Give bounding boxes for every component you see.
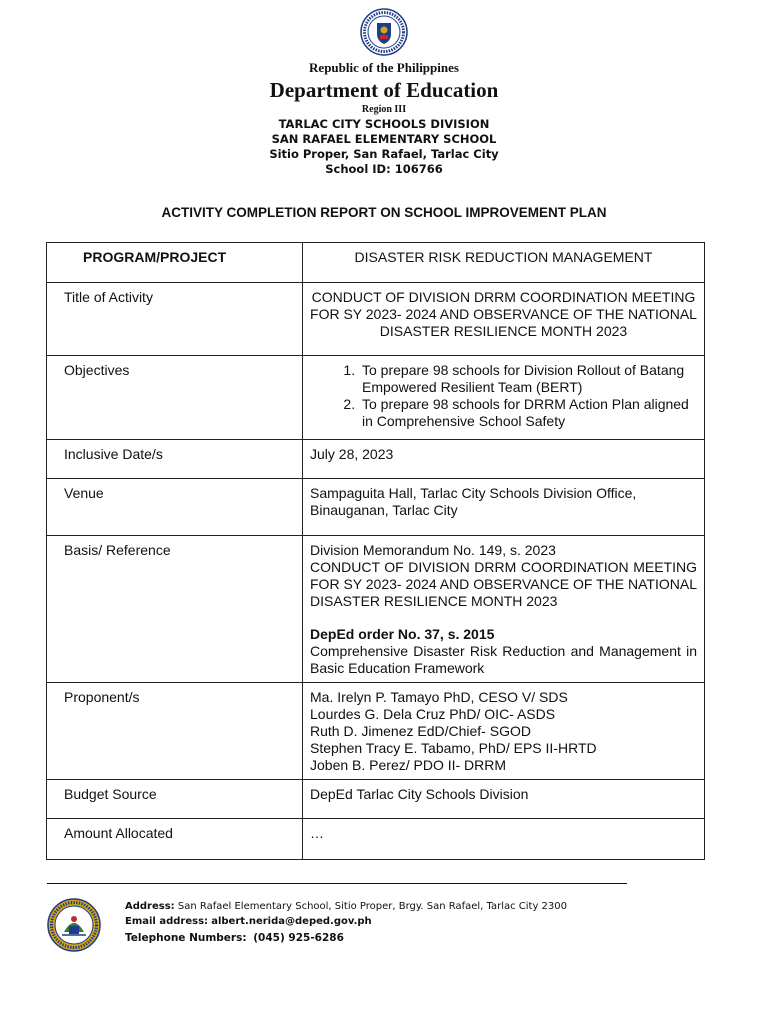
program-label: PROGRAM/PROJECT xyxy=(47,243,303,283)
republic-heading: Republic of the Philippines xyxy=(309,60,459,75)
deped-seal-logo xyxy=(360,8,408,56)
list-item: Ma. Irelyn P. Tamayo PhD, CESO V/ SDS xyxy=(310,689,568,705)
list-item: Lourdes G. Dela Cruz PhD/ OIC- ASDS xyxy=(310,706,556,722)
objectives-label: Objectives xyxy=(47,356,303,440)
table-row-proponents xyxy=(47,683,705,780)
basis-order-title: Comprehensive Disaster Risk Reduction and Management in Basic Education Framework xyxy=(310,643,697,676)
objectives-list xyxy=(310,362,697,430)
list-item: 1. To prepare 98 schools for Division Rollout of Batang Empowered Resilient Team (BERT) xyxy=(359,362,697,396)
footer-phone xyxy=(125,932,344,944)
table-row-venue xyxy=(47,479,705,536)
proponents-label: Proponent/s xyxy=(47,683,303,780)
footer-address-label: Address: xyxy=(125,901,175,912)
dates-value: July 28, 2023 xyxy=(303,440,705,479)
table-row-budget xyxy=(47,780,705,819)
proponents-value xyxy=(303,683,705,780)
footer-email xyxy=(125,916,372,927)
basis-value xyxy=(303,536,705,683)
program-value: DISASTER RISK REDUCTION MANAGEMENT xyxy=(303,243,705,283)
plan-table xyxy=(46,242,705,860)
budget-label: Budget Source xyxy=(47,780,303,819)
basis-memo: Division Memorandum No. 149, s. 2023 xyxy=(310,542,556,558)
footer-divider xyxy=(47,883,627,884)
basis-label: Basis/ Reference xyxy=(47,536,303,683)
division-heading: TARLAC CITY SCHOOLS DIVISION xyxy=(278,117,490,131)
list-item: 2. To prepare 98 schools for DRRM Action Plan aligned in Comprehensive School Safety xyxy=(359,396,697,430)
list-item: Ruth D. Jimenez EdD/Chief- SGOD xyxy=(310,723,531,739)
table-row-title xyxy=(47,283,705,356)
region-heading: Region III xyxy=(361,104,407,115)
amount-label: Amount Allocated xyxy=(47,819,303,860)
footer-email-value: albert.nerida@deped.gov.ph xyxy=(211,916,372,927)
venue-label: Venue xyxy=(47,479,303,536)
table-row-basis xyxy=(47,536,705,683)
footer-phone-label: Telephone Numbers: xyxy=(125,932,247,944)
objectives-value xyxy=(303,356,705,440)
title-value: CONDUCT OF DIVISION DRRM COORDINATION MEETING FOR SY 2023- 2024 AND OBSERVANCE OF THE NATIONAL DISASTER RESILIENCE MONTH 2023 xyxy=(303,283,705,356)
school-heading: SAN RAFAEL ELEMENTARY SCHOOL xyxy=(271,132,497,146)
footer-phone-value: (045) 925-6286 xyxy=(253,932,344,944)
table-row-dates xyxy=(47,440,705,479)
table-row-program xyxy=(47,243,705,283)
report-title: ACTIVITY COMPLETION REPORT ON SCHOOL IMPROVEMENT PLAN xyxy=(161,205,607,220)
table-row-objectives xyxy=(47,356,705,440)
school-id: School ID: 106766 xyxy=(325,162,443,176)
budget-value: DepEd Tarlac City Schools Division xyxy=(303,780,705,819)
venue-value: Sampaguita Hall, Tarlac City Schools Division Office, Binauganan, Tarlac City xyxy=(303,479,705,536)
basis-memo-title: CONDUCT OF DIVISION DRRM COORDINATION MEETING FOR SY 2023- 2024 AND OBSERVANCE OF THE NATIONAL DISASTER RESILIENCE MONTH 2023 xyxy=(310,559,697,609)
department-heading: Department of Education xyxy=(269,78,499,102)
table-row-amount xyxy=(47,819,705,860)
title-label: Title of Activity xyxy=(47,283,303,356)
amount-value: … xyxy=(303,819,705,860)
footer-address xyxy=(125,901,567,912)
list-item: Joben B. Perez/ PDO II- DRRM xyxy=(310,757,507,773)
school-address: Sitio Proper, San Rafael, Tarlac City xyxy=(269,147,499,161)
footer-address-value: San Rafael Elementary School, Sitio Proper, Brgy. San Rafael, Tarlac City 2300 xyxy=(177,901,568,912)
school-seal-logo xyxy=(47,898,101,952)
list-item: Stephen Tracy E. Tabamo, PhD/ EPS II-HRTD xyxy=(310,740,597,756)
footer-email-label: Email address: xyxy=(125,916,209,927)
dates-label: Inclusive Date/s xyxy=(47,440,303,479)
basis-order: DepEd order No. 37, s. 2015 xyxy=(310,626,495,642)
